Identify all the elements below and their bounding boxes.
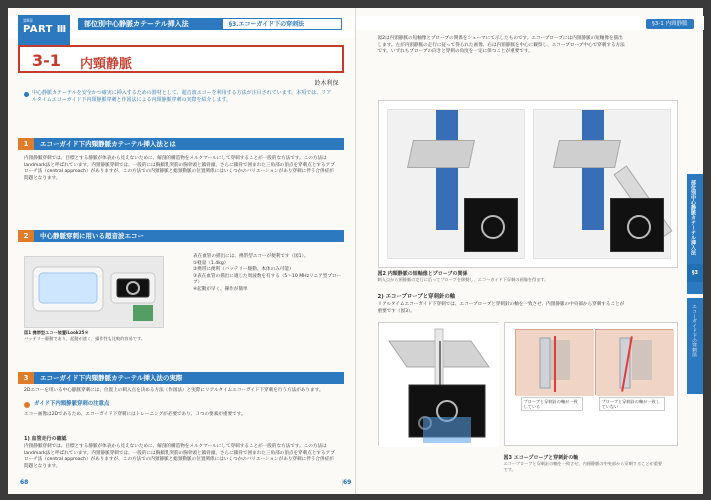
figure-2-caption-title: 図2 内頸静脈の短軸像とプローブの関係 [377,271,468,277]
author-name: 鈴木利保 [314,80,339,87]
section-text-1: 内頸静脈穿刺では、目標とする静脈が体表から見えないために、解剖的構造物をメルクマールにして穿刺することが一般的な方法です。この方法はlandmark法と呼ばれています。内頸静脈穿刺では、一般的には胸鎖乳突筋の胸骨頭と鎖骨頭、さらに鎖骨で囲まれた三角部の頂点を穿刺点とするアプローチ法（central approach）がありますが、この方法での内頸静脈と総頸動脈の位置関係にはいくつかのバリエーションがあり穿刺に伴う合併症が問題となります。 [24,156,335,181]
page-number-left: 68 [20,479,29,486]
part-badge [18,15,70,45]
vessel-illustration [582,110,604,230]
figure-2 [378,100,678,268]
ultrasound-image [464,198,518,252]
intro-bullet-icon [24,92,29,97]
ultrasound-device-photo [24,256,164,328]
equipment-list-item: ①軽量（1.4kg） [193,260,229,266]
page-number-right: 69 [342,479,691,486]
section-title-2: 中心静脈穿刺に用いる超音波エコー [40,232,144,240]
right-top-paragraph: 図2は内頸静脈の短軸像とプローブの関係をシェーマにて示したものです。エコープローブには内頸静脈の短軸像を描出します。左が内頸静脈の走行に従って得られた画像、右は内頸静脈を中心に観察し、エコープローブ中心で穿刺する方法です。いずれもプローブの向きと穿刺の角度を一定に保つことが重要です。 [377,36,625,54]
small-heading: 1) 血管走行の確認 [24,436,67,442]
book-spread [8,8,703,494]
part-small-label: 第Ⅱ章 [23,18,33,23]
equipment-list-item: ④起動が早く、操作が簡単 [193,286,248,292]
orange-bullet-icon [24,402,30,408]
ultrasound-image [610,198,664,252]
figure-2-caption [378,270,678,283]
right-side-tab-section: §3 [687,264,703,282]
equipment-list-item: ③表在血管の描出に適した周波数を有する（5〜10 MHzリニア型プローブ） [193,273,342,286]
figure-2-panel-right [533,109,671,259]
chapter-number: 3-1 [32,51,61,70]
section-header-1 [18,138,344,150]
right-header [356,16,704,30]
figure-2-panel-left [387,109,525,259]
ultrasound-device-illustration [25,257,163,327]
photo-caption-text: バッテリー駆動であり、起動が速く、操作性も比較的容易です。 [24,336,146,342]
photo-caption-title: 図1 携帯型エコー装置iLook25® [24,330,89,335]
left-bottom-paragraph-text: 内頸静脈穿刺では、目標とする静脈が体表から見えないために、解剖的構造物をメルクマールにして穿刺することが一般的な方法です。この方法はlandmark法と呼ばれています。内頸静脈穿刺では、一般的には胸鎖乳突筋の胸骨頭と鎖骨頭、さらに鎖骨で囲まれた三角部の頂点を穿刺点とするアプローチ法（central approach）がありますが、この方法での内頸静脈と総頸動脈の位置関係にはいくつかのバリエーションがあり穿刺に伴う合併症が問題となります。 [24,444,335,469]
right-side-tab-2-text: エコーガイド下の穿刺法 [691,304,696,357]
section-number-2: 2 [18,230,34,242]
probe-illustration [407,140,475,168]
section-header-2 [18,230,344,242]
figure-3-label-aligned: プローブと穿刺針の軸が一致している [521,397,583,411]
right-side-tab [687,174,703,294]
subheading-paragraph: エコー画像は2Dであるため、エコーガイド下穿刺にはトレーニングが必要であり、３つの要素が重要です。 [24,412,246,417]
figure-2-caption-text: 刺入点から頸静脈の走行に沿ってプローブを移動し、エコーガイド下穿刺の画像を得ます。 [377,277,549,282]
chapter-title-box [18,45,344,73]
section-text-3: 2Dエコーを用いる中心静脈穿刺には、位置上の刺入点を決める方法（作図法）と実際にリアルタイムエコーガイド下穿刺を行う方法があります。 [24,388,324,393]
figure-3-caption-title: 図3 エコープローブと穿刺針の軸 [503,455,579,461]
intro-text: 中心静脈カテーテルを安全かつ確実に挿入するための器材として、超音波エコーを利用する方法が注目されています。本項では、リアルタイムエコーガイド下内頸静脈穿刺と作図法による内頸静脈穿刺の実際を紹介します。 [32,90,332,103]
photo-aligned [515,329,593,395]
section-number-3: 3 [18,372,34,384]
right-page [343,8,704,494]
figure-3-label-misaligned: プローブと穿刺針の軸が一致していない [599,397,665,411]
figure-3-caption-text: エコープローブと穿刺針の軸を一致させ、内頸静脈の中央部から穿刺することが重要です。 [503,461,663,472]
section-tag: §3.エコーガイド下の穿刺法 [222,18,342,30]
intro-block [24,90,336,120]
right-side-tab-text: 部位別中心静脈カテーテル挿入法 [690,180,696,255]
vessel-illustration [436,110,458,230]
chapter-title: 内頸静脈 [80,57,133,72]
right-subheading: 2) エコープローブと穿刺針の軸 [377,294,456,300]
subheading [24,400,336,409]
part-title: 部位別中心静脈カテーテル挿入法 [78,18,224,30]
right-side-tab-2 [687,298,703,394]
section-header-3 [18,372,344,384]
photo-caption [24,330,184,342]
misaligned-photo-illustration [596,330,674,396]
probe-illustration [553,140,621,168]
subheading-text: ガイド下内頸静脈穿刺の注意点 [34,401,110,407]
figure-3-caption [504,454,664,473]
left-page [8,8,355,494]
section-title-3: エコーガイド下内頸静脈カテーテル挿入法の実際 [40,374,183,382]
vein-cross-section-icon [481,215,505,239]
figure-3-photos [504,322,678,446]
right-header-tag: §3-1 内頸静脈 [646,19,693,29]
equipment-list-item: 表在血管の描出には、携帯型エコーが便利です（図1）。 [193,254,309,259]
vein-cross-section-icon [627,215,651,239]
equipment-list-item: ②携帯に便利（バッテリー駆動、本体のみ可能） [193,267,294,273]
section-title-1: エコーガイド下内頸静脈カテーテル挿入法とは [40,140,176,148]
photo-misaligned [595,329,673,395]
right-subheading-text: リアルタイムエコーガイド下穿刺では、エコープローブと穿刺針の軸を一致させ、内頸静脈の中央部から穿刺することが重要です（図3）。 [377,302,625,314]
aligned-photo-illustration [516,330,594,396]
part-label: PART Ⅲ [23,24,67,35]
section-number-1: 1 [18,138,34,150]
needle-alignment-illustration [379,323,499,447]
figure-3-illustration [378,322,498,446]
left-bottom-paragraph [24,444,336,476]
figure-3 [378,322,678,446]
equipment-list [193,254,343,318]
